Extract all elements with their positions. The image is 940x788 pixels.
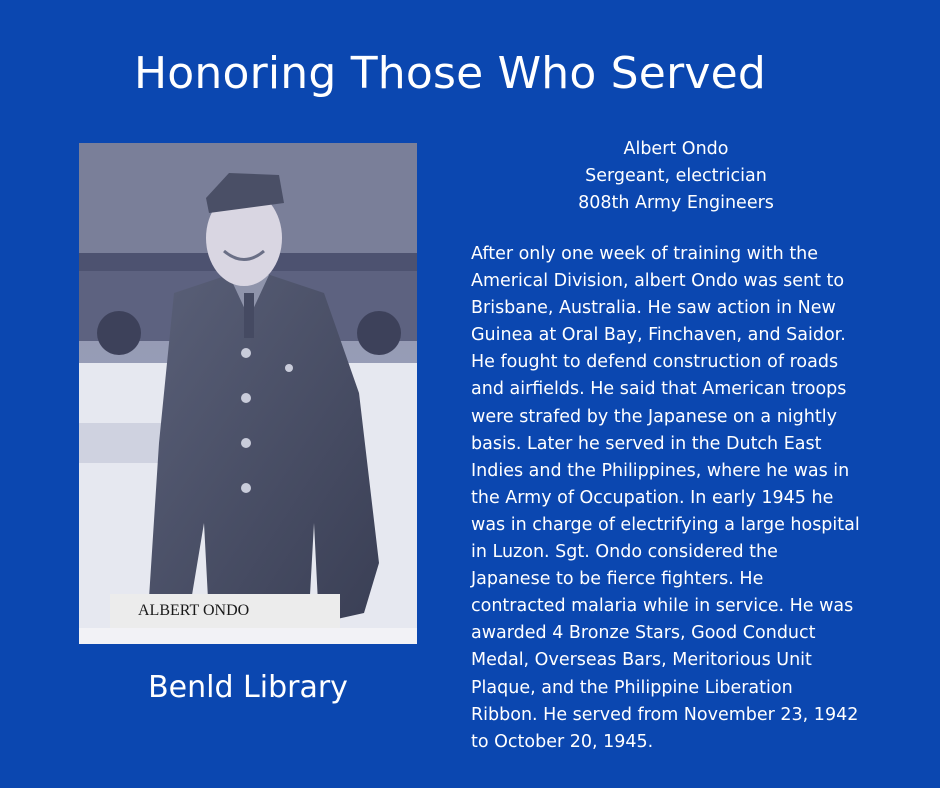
bio-line: the Army of Occupation. In early 1945 he bbox=[471, 487, 834, 508]
bio-line: and airfields. He said that American troops bbox=[471, 379, 847, 400]
soldier-rank: Sergeant, electrician bbox=[585, 166, 767, 186]
biography bbox=[471, 241, 896, 756]
bio-line: After only one week of training with the bbox=[471, 244, 819, 264]
soldier-name: Albert Ondo bbox=[623, 139, 729, 159]
bio-line: Plaque, and the Philippine Liberation bbox=[471, 677, 793, 698]
bio-line: was in charge of electrifying a large hospital bbox=[471, 514, 860, 535]
soldier-unit: 808th Army Engineers bbox=[578, 193, 774, 213]
bio-line: Brisbane, Australia. He saw action in New bbox=[471, 298, 836, 319]
soldier-photo bbox=[79, 143, 417, 644]
bio-line: contracted malaria while in service. He was bbox=[471, 596, 854, 617]
library-name: Benld Library bbox=[148, 670, 348, 705]
page-title: Honoring Those Who Served bbox=[133, 48, 767, 99]
bio-line: were strafed by the Japanese on a nightly bbox=[471, 406, 837, 427]
bio-line: He fought to defend construction of roads bbox=[471, 352, 839, 373]
profile-block bbox=[471, 136, 881, 217]
bio-line: basis. Later he served in the Dutch East bbox=[471, 433, 822, 454]
bio-line: Indies and the Philippines, where he was in bbox=[471, 460, 850, 481]
bio-line: Japanese to be fierce fighters. He bbox=[471, 569, 764, 590]
bio-line: awarded 4 Bronze Stars, Good Conduct bbox=[471, 623, 816, 644]
bio-line: to October 20, 1945. bbox=[471, 731, 654, 752]
bio-line: Ribbon. He served from November 23, 1942 bbox=[471, 704, 859, 725]
photo-caption: ALBERT ONDO bbox=[110, 594, 340, 628]
bio-line: in Luzon. Sgt. Ondo considered the bbox=[471, 542, 778, 563]
bio-line: Americal Division, albert Ondo was sent to bbox=[471, 271, 845, 292]
bio-line: Medal, Overseas Bars, Meritorious Unit bbox=[471, 650, 812, 671]
bio-line: Guinea at Oral Bay, Finchaven, and Saidor. bbox=[471, 325, 846, 346]
